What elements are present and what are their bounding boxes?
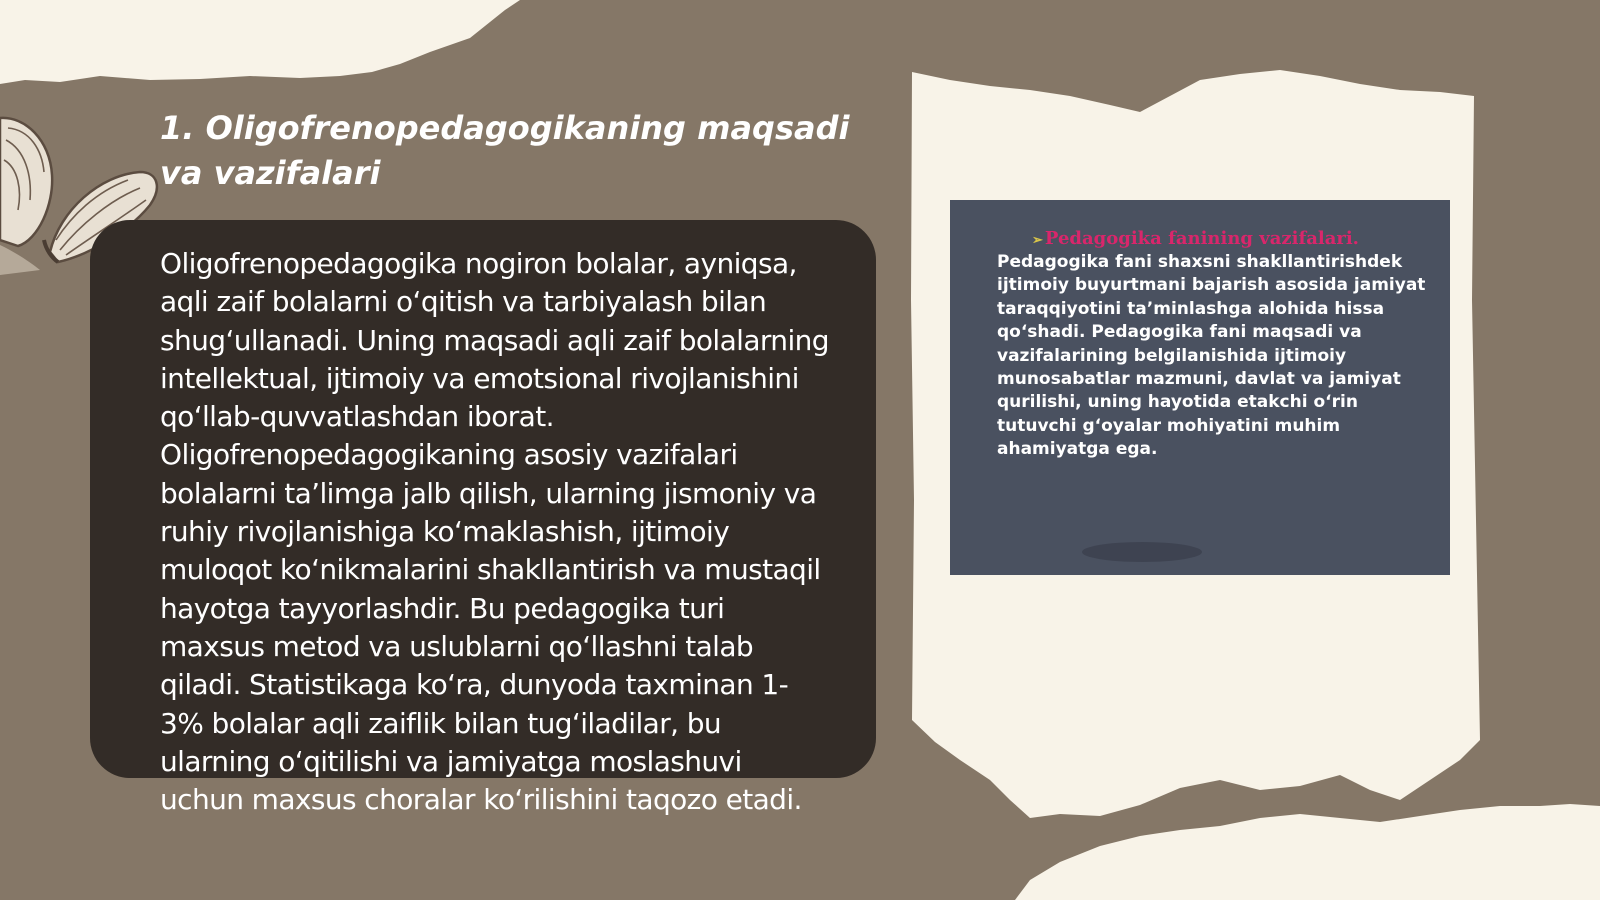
body-text: Oligofrenopedagogika nogiron bolalar, ayniqsa, aqli zaif bolalarni o‘qitish va tarbiyalash bilan shug‘ullanadi. Uning maqsadi aqli zaif bolalarning intellektual, ijtimoiy va emotsional rivojlanishini qo‘llab-quvvatlashdan iborat. Oligofrenopedagogikaning asosiy vazifalari bolalarni ta’limga jalb qilish, ularning jismoniy va ruhiy rivojlanishiga ko‘maklashish, ijtimoiy muloqot ko‘nikmalarini shakllantirish va mustaqil hayotga tayyorlashdir. Bu pedagogika turi maxsus metod va uslublarni qo‘llashni talab qiladi. Statistikaga ko‘ra, dunyoda taxminan 1-3% bolalar aqli zaiflik bilan tug‘iladilar, bu ularning o‘qitilishi va jamiyatga moslashuvi uchun maxsus choralar ko‘rilishini taqozo etadi. [160,247,829,817]
arrow-bullet-icon: ➢ [1032,233,1043,248]
slide-title: 1. Oligofrenopedagogikaning maqsadi va vazifalari [160,109,850,192]
embedded-slide-heading [1032,228,1442,252]
embedded-slide-heading-text: Pedagogika fanining vazifalari. [1044,228,1359,249]
embedded-slide-text: Pedagogika fani shaxsni shakllantirishdek ijtimoiy buyurtmani bajarish asosida jamiyat taraqqiyotini ta’minlashga alohida hissa qo‘shadi. Pedagogika fani maqsadi va vazifalarining belgilanishida ijtimoiy munosabatlar mazmuni, davlat va jamiyat qurilishi, uning hayotida etakchi o‘rin tutuvchi g‘oyalar mohiyatini muhim ahamiyatga ega. [997,252,1426,460]
embedded-slide-image [950,200,1450,575]
embedded-slide-shadow [1082,542,1202,562]
